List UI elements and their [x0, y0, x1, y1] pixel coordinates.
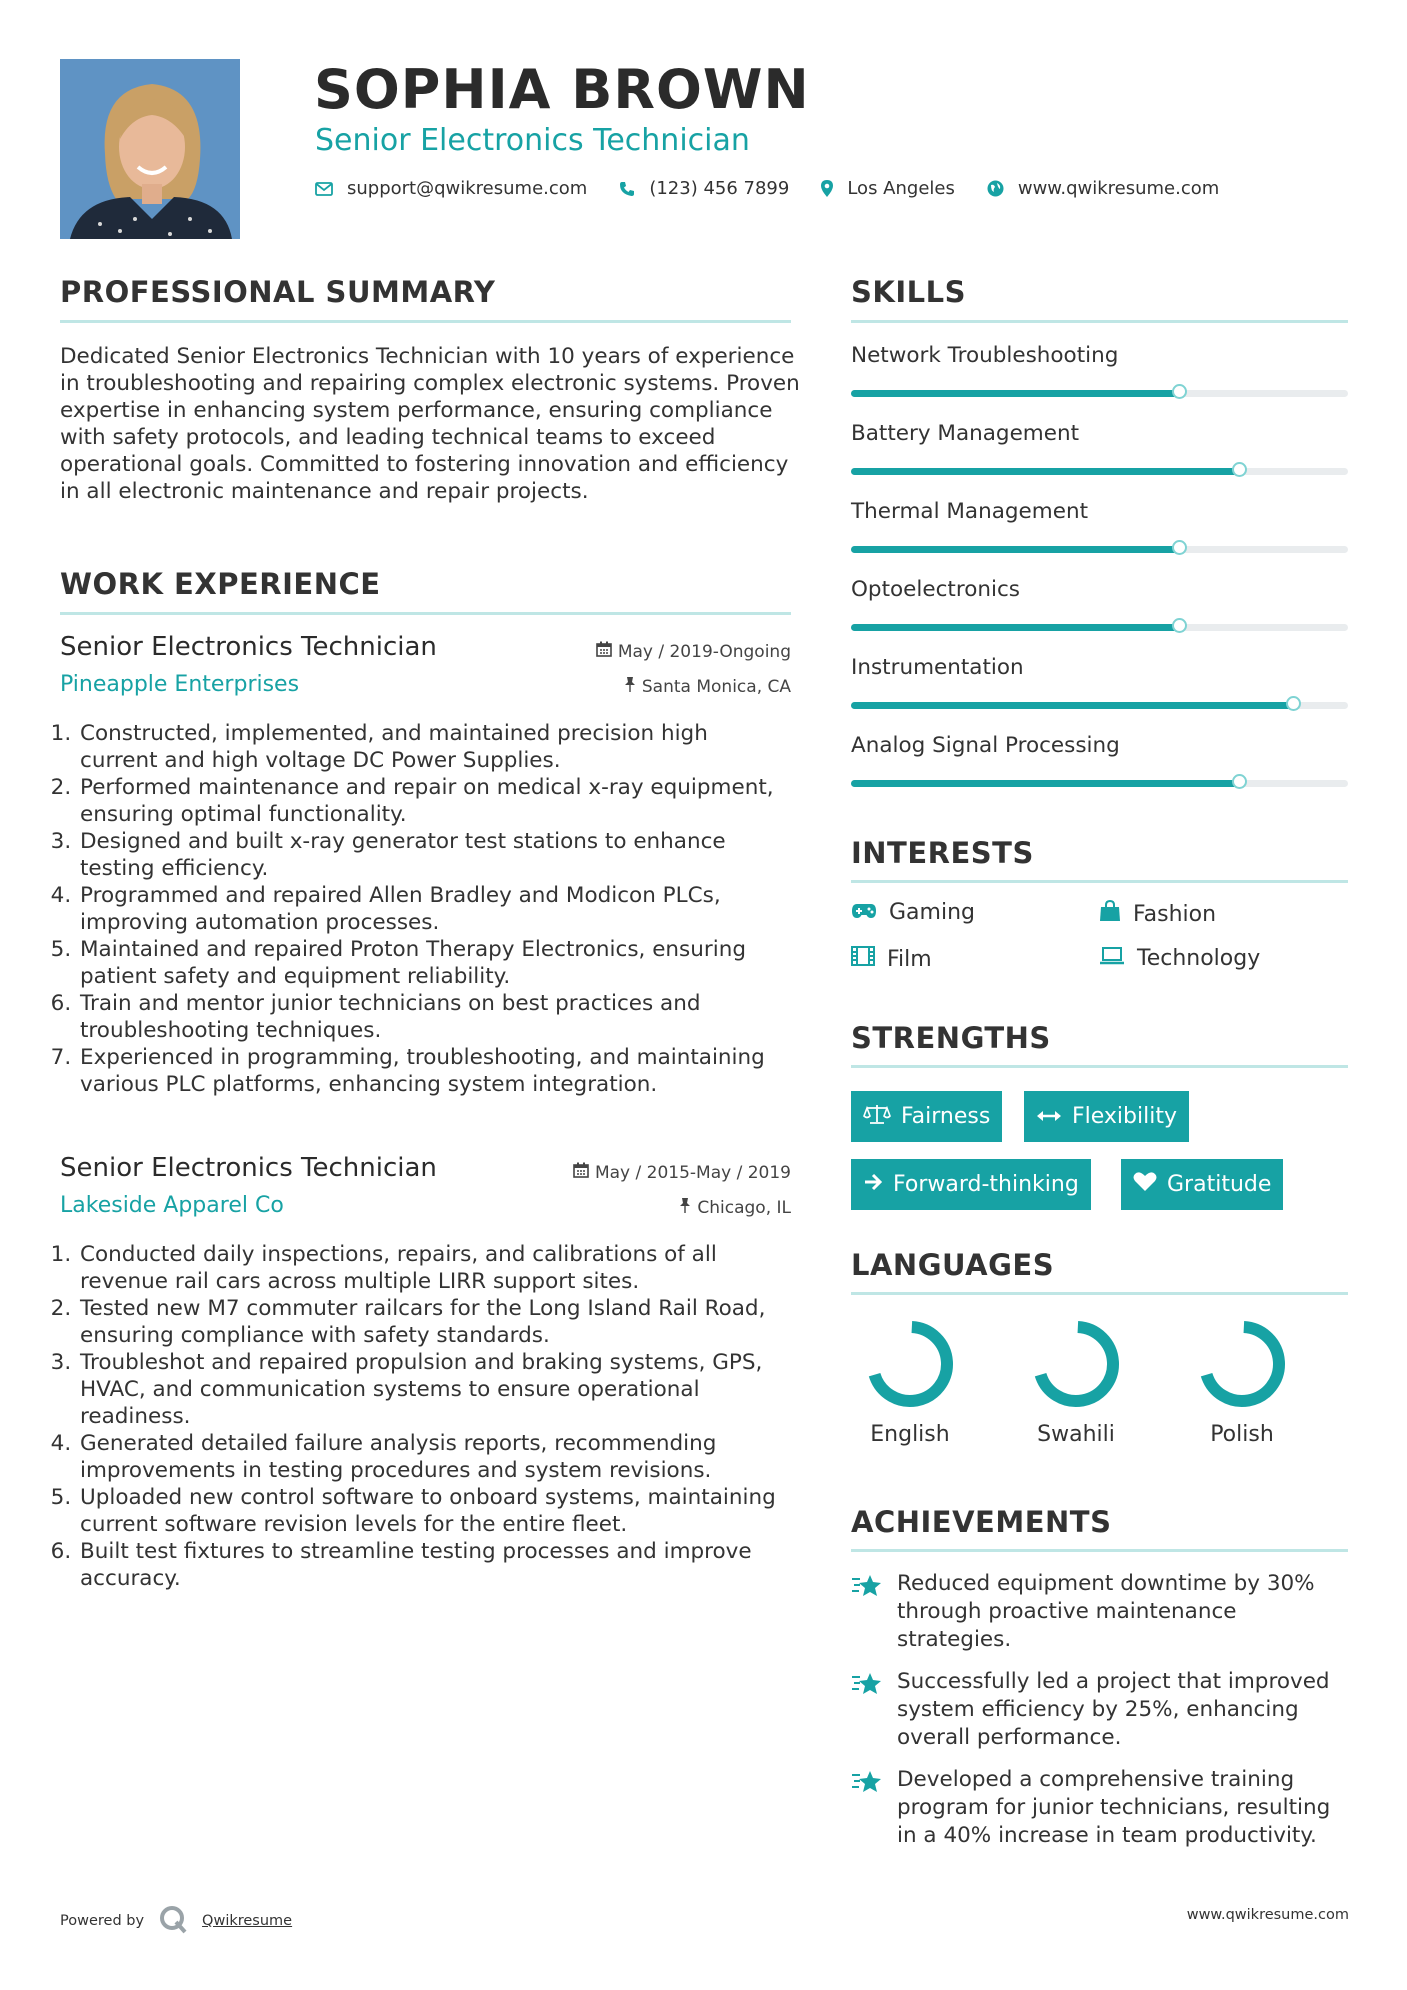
brand-link[interactable]: Qwikresume — [202, 1913, 293, 1929]
list-item: 2. Performed maintenance and repair on medical x-ray equipment, ensuring optimal functionality. — [78, 774, 791, 828]
strength-badge — [1024, 1091, 1189, 1142]
candidate-title: Senior Electronics Technician — [315, 123, 750, 158]
list-item: 5. Maintained and repaired Proton Therapy Electronics, ensuring patient safety and equipment reliability. — [78, 936, 791, 990]
calendar-icon — [596, 641, 612, 662]
candidate-name: SOPHIA BROWN — [314, 58, 810, 121]
job-company: Lakeside Apparel Co — [60, 1193, 284, 1218]
arrow-right-icon — [863, 1172, 883, 1198]
achievements-list — [851, 1570, 1348, 1850]
skills-divider — [851, 320, 1348, 323]
language-label: Polish — [1210, 1422, 1274, 1447]
star-icon — [851, 1766, 883, 1850]
calendar-icon — [573, 1162, 589, 1183]
envelope-icon — [315, 182, 333, 196]
summary-heading: PROFESSIONAL SUMMARY — [60, 275, 496, 309]
language-ring-arc — [1207, 1327, 1279, 1401]
skill-bar-knob — [1172, 618, 1187, 633]
skill-bar — [851, 702, 1348, 709]
balance-scale-icon — [863, 1103, 891, 1131]
interest-label: Technology — [1137, 946, 1261, 971]
interest-label: Film — [887, 946, 932, 972]
skill-label: Battery Management — [851, 421, 1080, 446]
skill-label: Analog Signal Processing — [851, 733, 1120, 758]
interest-label: Fashion — [1133, 901, 1217, 927]
list-item: 4. Generated detailed failure analysis reports, recommending improvements in testing procedures and system revisions. — [78, 1430, 791, 1484]
language-ring-arc — [1041, 1327, 1113, 1401]
interest-fashion — [1099, 900, 1216, 928]
arrows-horizontal-icon — [1036, 1104, 1062, 1129]
star-icon — [851, 1570, 883, 1654]
skill-bar-fill — [851, 780, 1239, 787]
job-location-text: Chicago, IL — [697, 1198, 791, 1218]
interest-gaming — [851, 900, 975, 925]
summary-divider — [60, 320, 791, 323]
globe-icon — [987, 180, 1004, 197]
skill-item — [851, 421, 1348, 499]
skill-item — [851, 499, 1348, 577]
strengths-divider — [851, 1065, 1348, 1068]
skill-label: Instrumentation — [851, 655, 1024, 680]
job-title: Senior Electronics Technician — [60, 1153, 437, 1183]
heart-icon — [1133, 1171, 1157, 1198]
achievement-item — [851, 1668, 1348, 1752]
laptop-icon — [1099, 946, 1125, 971]
experience-divider — [60, 612, 791, 615]
skill-label: Optoelectronics — [851, 577, 1020, 602]
skill-bar — [851, 624, 1348, 631]
contact-email[interactable]: support@qwikresume.com — [347, 178, 588, 199]
language-item — [1016, 1316, 1136, 1447]
language-item — [850, 1316, 970, 1447]
powered-by-text: Powered by — [60, 1913, 145, 1929]
achievement-text: Developed a comprehensive training program for junior technicians, resulting in a 40% increase in team productivity. — [897, 1767, 1331, 1848]
job-duties — [60, 720, 791, 1098]
list-item: 4. Programmed and repaired Allen Bradley and Modicon PLCs, improving automation processes. — [78, 882, 791, 936]
strengths-heading: STRENGTHS — [851, 1021, 1051, 1055]
skill-bar-fill — [851, 468, 1239, 475]
contact-location: Los Angeles — [847, 178, 955, 199]
film-icon — [851, 946, 875, 972]
skill-bar — [851, 546, 1348, 553]
skill-item — [851, 655, 1348, 733]
contact-website[interactable]: www.qwikresume.com — [1017, 178, 1220, 199]
profile-photo — [60, 59, 240, 239]
skill-bar-fill — [851, 702, 1293, 709]
job-location — [624, 676, 791, 698]
language-label: English — [870, 1422, 950, 1447]
language-label: Swahili — [1037, 1422, 1115, 1447]
language-item — [1182, 1316, 1302, 1447]
summary-text: Dedicated Senior Electronics Technician with 10 years of experience in troubleshooting and repairing complex electronic systems. Proven expertise in enhancing system performance, ensuring compliance with safety protocols, and leading technical teams to exceed operational goals. Committed to fostering innovation and efficiency in all electronic maintenance and repair projects. — [60, 344, 800, 504]
achievement-item — [851, 1570, 1348, 1654]
skills-heading: SKILLS — [851, 275, 966, 309]
strength-label: Gratitude — [1167, 1172, 1272, 1197]
strength-badge — [851, 1159, 1091, 1210]
interest-film — [851, 946, 932, 972]
languages-heading: LANGUAGES — [851, 1248, 1055, 1282]
interests-divider — [851, 880, 1348, 883]
job-location — [679, 1197, 791, 1219]
skill-bar — [851, 780, 1348, 787]
achievement-text: Successfully led a project that improved system efficiency by 25%, enhancing overall performance. — [897, 1669, 1330, 1750]
skill-item — [851, 733, 1348, 811]
skill-item — [851, 343, 1348, 421]
list-item: 6. Built test fixtures to streamline testing processes and improve accuracy. — [78, 1538, 791, 1592]
interest-label: Gaming — [889, 900, 975, 925]
strength-label: Flexibility — [1072, 1104, 1177, 1129]
contact-bar — [315, 178, 1219, 199]
strength-badge — [1121, 1159, 1283, 1210]
job-company: Pineapple Enterprises — [60, 672, 300, 697]
skill-bar-fill — [851, 390, 1179, 397]
phone-icon — [619, 181, 635, 197]
job-dates-text: May / 2019-Ongoing — [617, 641, 791, 662]
pin-icon — [679, 1197, 691, 1219]
skill-bar — [851, 468, 1348, 475]
experience-heading: WORK EXPERIENCE — [60, 567, 381, 601]
skill-label: Network Troubleshooting — [851, 343, 1119, 368]
job-title: Senior Electronics Technician — [60, 632, 437, 662]
strength-label: Fairness — [901, 1104, 991, 1129]
skill-bar-knob — [1232, 462, 1247, 477]
interest-technology — [1099, 946, 1260, 971]
qwikresume-logo-icon — [158, 1904, 188, 1938]
skill-bar — [851, 390, 1348, 397]
job-dates-text: May / 2015-May / 2019 — [594, 1162, 791, 1183]
job-entry — [60, 632, 791, 1098]
skill-label: Thermal Management — [851, 499, 1089, 524]
achievements-heading: ACHIEVEMENTS — [851, 1505, 1112, 1539]
list-item: 1. Conducted daily inspections, repairs, and calibrations of all revenue rail cars across multiple LIRR support sites. — [78, 1241, 791, 1295]
list-item: 3. Troubleshot and repaired propulsion and braking systems, GPS, HVAC, and communication systems to ensure operational readiness. — [78, 1349, 791, 1430]
languages-divider — [851, 1292, 1348, 1295]
footer-url[interactable]: www.qwikresume.com — [1186, 1907, 1349, 1923]
list-item: 2. Tested new M7 commuter railcars for the Long Island Rail Road, ensuring compliance with safety standards. — [78, 1295, 791, 1349]
skill-bar-knob — [1172, 384, 1187, 399]
achievements-divider — [851, 1549, 1348, 1552]
strength-label: Forward-thinking — [893, 1172, 1079, 1197]
list-item: 1. Constructed, implemented, and maintained precision high current and high voltage DC Power Supplies. — [78, 720, 791, 774]
map-marker-icon — [821, 180, 833, 197]
skills-list — [851, 343, 1348, 811]
star-icon — [851, 1668, 883, 1752]
language-ring-arc — [875, 1327, 947, 1401]
list-item: 3. Designed and built x-ray generator test stations to enhance testing efficiency. — [78, 828, 791, 882]
achievement-item — [851, 1766, 1348, 1850]
list-item: 5. Uploaded new control software to onboard systems, maintaining current software revision levels for the entire fleet. — [78, 1484, 791, 1538]
language-ring — [1016, 1316, 1136, 1412]
strength-badge — [851, 1091, 1002, 1142]
skill-bar-knob — [1172, 540, 1187, 555]
gamepad-icon — [851, 900, 877, 925]
list-item: 7. Experienced in programming, troubleshooting, and maintaining various PLC platforms, enhancing system integration. — [78, 1044, 791, 1098]
interests-heading: INTERESTS — [851, 836, 1034, 870]
achievement-text: Reduced equipment downtime by 30% through proactive maintenance strategies. — [897, 1571, 1315, 1652]
job-duties — [60, 1241, 791, 1592]
language-ring — [1182, 1316, 1302, 1412]
skill-bar-knob — [1232, 774, 1247, 789]
job-entry — [60, 1153, 791, 1592]
shopping-bag-icon — [1099, 900, 1121, 928]
skill-bar-knob — [1286, 696, 1301, 711]
job-dates — [573, 1162, 791, 1183]
list-item: 6. Train and mentor junior technicians on best practices and troubleshooting techniques. — [78, 990, 791, 1044]
job-location-text: Santa Monica, CA — [641, 677, 791, 697]
pin-icon — [624, 676, 636, 698]
language-ring — [850, 1316, 970, 1412]
skill-item — [851, 577, 1348, 655]
job-dates — [596, 641, 791, 662]
skill-bar-fill — [851, 624, 1179, 631]
contact-phone: (123) 456 7899 — [649, 178, 790, 199]
skill-bar-fill — [851, 546, 1179, 553]
footer-powered — [60, 1904, 292, 1938]
